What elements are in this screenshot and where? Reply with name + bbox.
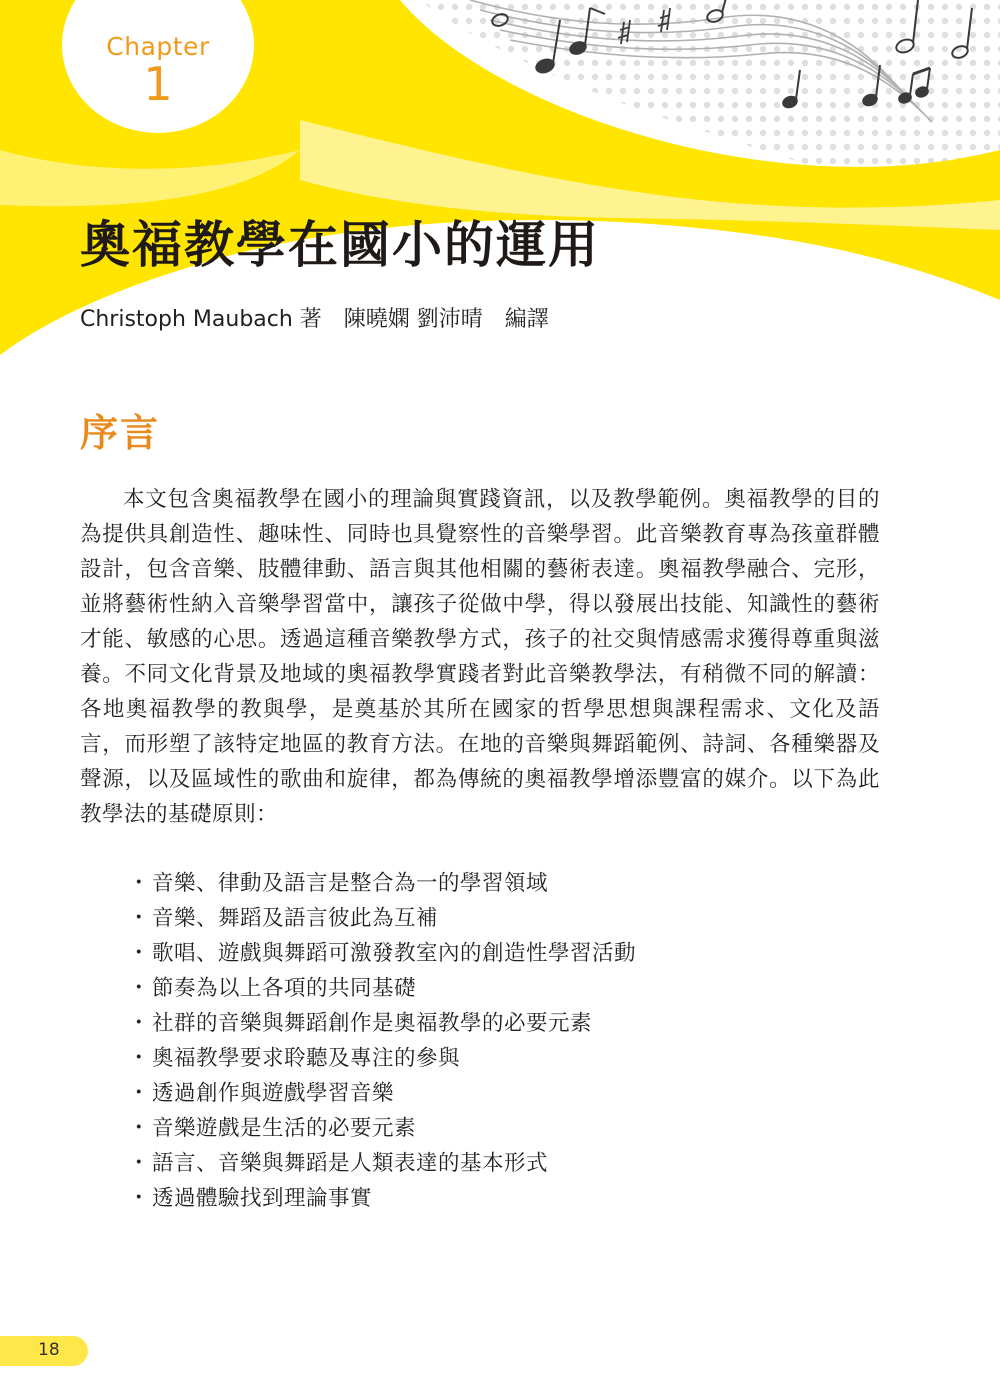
body-paragraph: 本文包含奧福教學在國小的理論與實踐資訊，以及教學範例。奧福教學的目的為提供具創造性、趣味性、同時也具覺察性的音樂學習。此音樂教育專為孩童群體設計，包含音樂、肢體律動、語言與其他相關的藝術表達。奧福教學融合、完形，並將藝術性納入音樂學習當中，讓孩子從做中學，得以發展出技能、知識性的藝術才能、敏感的心思。透過這種音樂教學方式，孩子的社交與情感需求獲得尊重與滋養。不同文化背景及地域的奧福教學實踐者對此音樂教學法，有稍微不同的解讀：各地奧福教學的教與學，是奠基於其所在國家的哲學思想與課程需求、文化及語言，而形塑了該特定地區的教育方法。在地的音樂與舞蹈範例、詩詞、各種樂器及聲源，以及區域性的歌曲和旋律，都為傳統的奧福教學增添豐富的媒介。以下為此教學法的基礎原則：	[80, 487, 880, 827]
list-item: ・ 語言、音樂與舞蹈是人類表達的基本形式	[128, 1146, 636, 1181]
list-item: ・ 透過創作與遊戲學習音樂	[128, 1076, 636, 1111]
author-byline: Christoph Maubach 著 陳曉嫻 劉沛晴 編譯	[80, 307, 549, 332]
page-title: 奧福教學在國小的運用	[80, 216, 600, 274]
principles-list	[128, 866, 636, 1216]
chapter-badge	[62, 0, 254, 133]
list-item: ・ 音樂遊戲是生活的必要元素	[128, 1111, 636, 1146]
list-item: ・ 音樂、律動及語言是整合為一的學習領域	[128, 866, 636, 901]
page-number: 18	[38, 1340, 60, 1360]
list-item: ・ 社群的音樂與舞蹈創作是奧福教學的必要元素	[128, 1006, 636, 1041]
list-item: ・ 節奏為以上各項的共同基礎	[128, 971, 636, 1006]
list-item: ・ 音樂、舞蹈及語言彼此為互補	[128, 901, 636, 936]
list-item: ・ 歌唱、遊戲與舞蹈可激發教室內的創造性學習活動	[128, 936, 636, 971]
chapter-label: Chapter	[106, 32, 210, 61]
chapter-number: 1	[143, 57, 173, 111]
list-item: ・ 奧福教學要求聆聽及專注的參與	[128, 1041, 636, 1076]
list-item: ・ 透過體驗找到理論事實	[128, 1181, 636, 1216]
section-heading: 序言	[80, 410, 161, 455]
